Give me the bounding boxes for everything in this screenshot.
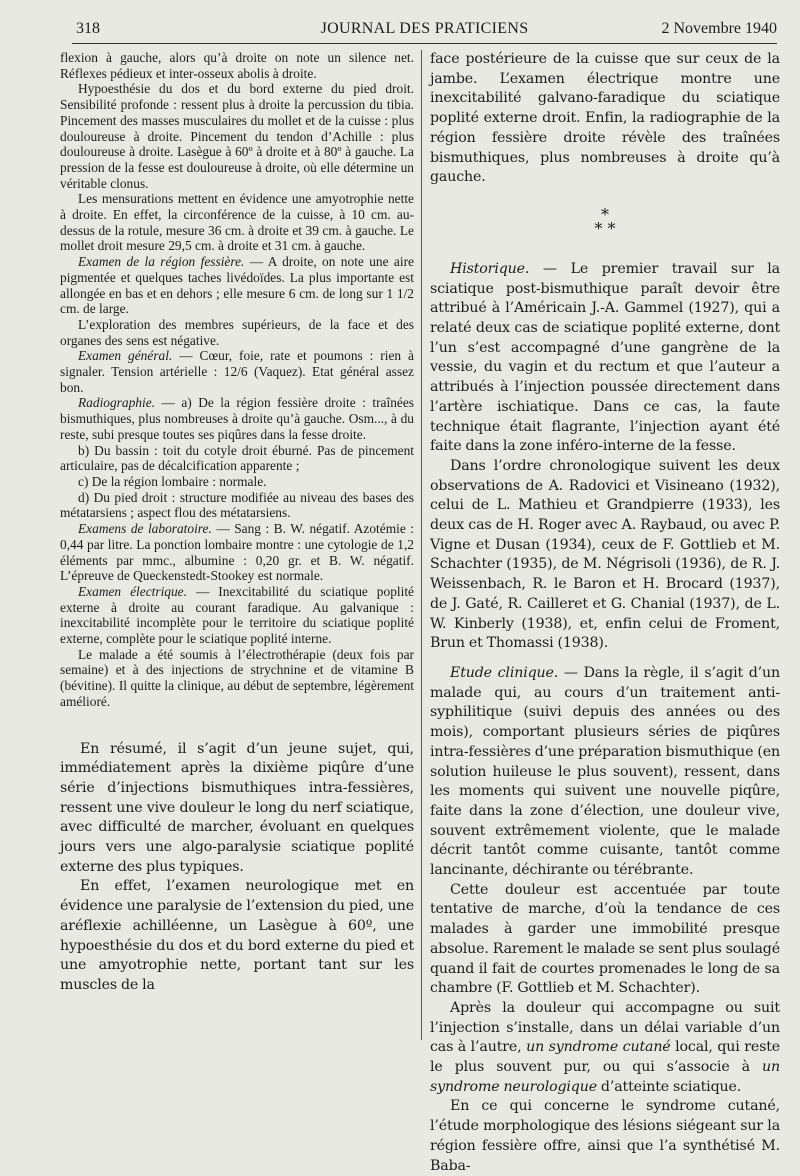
paragraph: flexion à gauche, alors qu’à droite on note un silence net. Réflexes pédieux et inter-osseux abolis à droite. (60, 50, 414, 81)
paragraph: c) De la région lombaire : normale. (78, 473, 267, 489)
paragraph: Hypoesthésie du dos et du bord externe du pied droit. Sensibilité profonde : ressent plus à droite la percussion du tibia. Pincement des masses musculaires du mollet et de la cuisse : plus douloureuse à droite. Pincement du tendon d’Achille : plus douloureuse à droite. Lasègue à 60º à droite et à 80º à gauche. La pression de la fesse est douloureuse à droite, où elle détermine un véritable clonus. (60, 81, 414, 191)
case-report-small-print (60, 50, 414, 710)
paragraph: Examen de la région fessière. — A droite, on note une aire pigmentée et quelques taches livédoïdes. La plus importante est allongée en bas et en dehors ; elle mesure 6 cm. de long sur 1 1/2 cm. de large. (60, 254, 414, 317)
paragraph: En ce qui concerne le syndrome cutané, l’étude morphologique des lésions siégeant sur la région fessière offre, ainsi que l’a synthétisé M. Baba- (430, 1098, 780, 1174)
paragraph: Les mensurations mettent en évidence une amyotrophie nette à droite. En effet, la circonférence de la cuisse, à 10 cm. au-dessus de la rotule, mesure 36 cm. à droite et 39 cm. à gauche. Le mollet droit mesure 29,5 cm. à droite et 31 cm. à gauche. (60, 191, 414, 254)
section-lead: Etude clinique. (450, 664, 559, 681)
paragraph: d) Du pied droit : structure modifiée au niveau des bases des métatarsiens ; aspect flou des métatarsiens. (60, 489, 414, 521)
section-lead: Examen électrique. (78, 583, 187, 599)
section-lead: Examen de la région fessière. (78, 254, 245, 270)
running-header (72, 18, 777, 40)
section-lead: Examen général. (78, 348, 173, 364)
left-column (60, 50, 414, 1040)
right-column (430, 50, 781, 1174)
section-separator-asterism: * * * (594, 204, 616, 238)
paragraph: En résumé, il s’agit d’un jeune sujet, qui, immédiatement après la dixième piqûre d’une série d’injections bismuthiques intra-fessières, ressent une vive douleur le long du nerf sciatique, avec difficulté de marcher, évoluant en quelques jours vers une algo-paralysie sciatique poplité externe des plus typiques. (60, 740, 414, 875)
paragraph-historique: Historique. — Le premier travail sur la sciatique post-bismuthique paraît devoir être attribué à l’Américain J.-A. Gammel (1927), qui a relaté deux cas de sciatique poplité externe, dont l’un s’est accompagné d’une gangrène de la vessie, du vagin et du rectum et que l’auteur a attribués à l’injection poussée directement dans l’artère ischiatique. Dans ce cas, la faute technique était flagrante, l’injection ayant été faite dans la zone inféro-interne de la fesse. (430, 260, 780, 455)
section-lead: Historique. (450, 260, 530, 277)
paragraph: b) Du bassin : toit du cotyle droit éburné. Pas de pincement articulaire, pas de décalcification apparente ; (60, 442, 414, 474)
paragraph: face postérieure de la cuisse que sur ceux de la jambe. L’examen électrique montre une inexcitabilité galvano-faradique du sciatique poplité externe droit. Enfin, la radiographie de la région fessière droite révèle des traînées bismuthiques, plus nombreuses à droite qu’à gauche. (430, 51, 780, 186)
page-number: 318 (76, 20, 100, 37)
paragraph: Examens de laboratoire. — Sang : B. W. négatif. Azotémie : 0,44 par litre. La ponction lombaire montre : une cytologie de 1,2 éléments par mmc., albumine : 0,20 gr. et B. W. négatif. L’épreuve de Queckenstedt-Stookey est normale. (60, 521, 415, 584)
section-lead: Radiographie. (78, 395, 155, 411)
section-lead: Examens de laboratoire. (78, 521, 212, 537)
paragraph: Examen électrique. — Inexcitabilité du sciatique poplité externe à droite au courant faradique. Au galvanique : inexcitabilité incomplète pour le territoire du sciatique poplité externe, complète pour le sciatique poplité interne. (60, 583, 415, 647)
paragraph: En effet, l’examen neurologique met en évidence une paralysie de l’extension du pied, une aréflexie achilléenne, un Lasègue à 60º, une hypoesthésie du dos et du bord externe du pied et une amyotrophie nette, portant tant sur les muscles de la (60, 878, 414, 993)
paragraph: Radiographie. — a) De la région fessière droite : traînées bismuthiques, plus nombreuses à droite qu’à gauche. Osm..., à du reste, subi presque toutes ses piqûres dans la fesse droite. (60, 395, 414, 442)
paragraph: Cette douleur est accentuée par toute tentative de marche, d’où la tendance de ces malades à garder une immobilité presque absolue. Rarement le malade se sent plus soulagé quand il fait de courtes promenades le long de sa chambre (F. Gottlieb et M. Schachter). (430, 881, 780, 997)
paragraph: Dans l’ordre chronologique suivent les deux observations de A. Radovici et Visineano (1932), celui de L. Mathieu et Grandpierre (1933), les deux cas de H. Roger avec A. Raybaud, ou avec P. Vigne et Dusan (1934), ceux de F. Gottlieb et M. Schachter (1935), de M. Négrisoli (1936), de R. J. Weissenbach, R. le Baron et H. Brocard (1937), de J. Gaté, R. Cailleret et G. Chanial (1937), de L. W. Kinberly (1938), et, enfin celui de Froment, Brun et Thomassi (1938). (430, 457, 780, 652)
header-rule (72, 43, 777, 44)
issue-date: 2 Novembre 1940 (661, 20, 777, 37)
paragraph: Le malade a été soumis à l’électrothérapie (deux fois par semaine) et à des injections de strychnine et de vitamine B (bévitine). Il quitte la clinique, au début de septembre, légèrement amélioré. (60, 646, 414, 709)
paragraph-etude-clinique: Etude clinique. — Dans la règle, il s’agit d’un malade qui, au cours d’un traitement anti-syphilitique (suivi depuis des années ou des mois), comportant plusieurs séries de piqûres intra-fessières d’une préparation bismuthique (en solution huileuse le plus souvent), ressent, dans les moments qui suivent une nouvelle piqûre, faite dans la zone d’élection, une douleur vive, souvent extrêmement violente, que le malade décrit tantôt comme cuisante, tantôt comme lancinante, déchirante ou térébrante. (430, 664, 780, 879)
journal-title: JOURNAL DES PRATICIENS (320, 20, 529, 37)
column-divider (421, 50, 422, 1040)
paragraph: Après la douleur qui accompagne ou suit l’injection s’installe, dans un délai variable d’un cas à l’autre, un syndrome cutané local, qui reste le plus souvent pur, ou qui s’associe à un syndrome neurologique d’atteinte sciatique. (430, 999, 781, 1095)
paragraph: Examen général. — Cœur, foie, rate et poumons : rien à signaler. Tension artérielle : 12/6 (Vaquez). Etat général assez bon. (60, 348, 414, 395)
paragraph: L’exploration des membres supérieurs, de la face et des organes des sens est négative. (60, 316, 414, 348)
summary-text (60, 740, 414, 996)
